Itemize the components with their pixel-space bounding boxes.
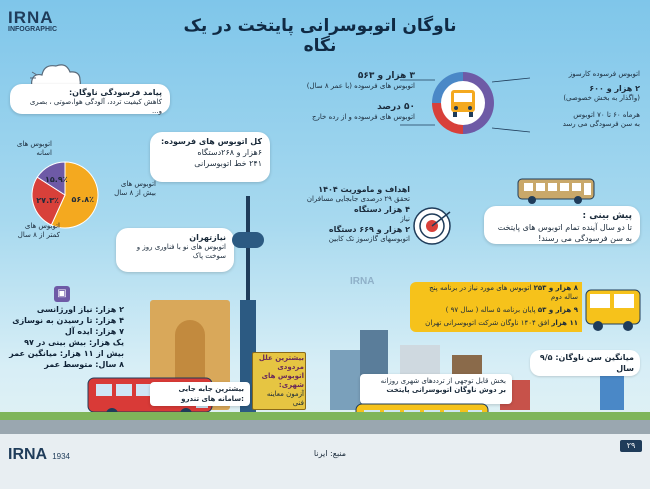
renewal-row-text: پایان برنامه ۵ ساله ( سال ۹۷ ): [445, 306, 536, 314]
quality-title: پیامد فرسودگی ناوگان:: [68, 88, 162, 97]
bus-side-icon: [516, 176, 596, 206]
road: [0, 420, 650, 434]
forecast-text: تا دو سال آینده تمام اتوبوس های پایتخت به سن فرسودگی می رسند!: [497, 223, 632, 243]
needs-text: اتوبوس های نو با فناوری روز و سوخت پاک: [136, 243, 226, 260]
ages-line-3: ۷ هزار: ایده آل: [64, 327, 124, 336]
forecast-bubble: [484, 206, 640, 244]
needs-title: نیازتهران: [189, 233, 226, 242]
fleet-total-bubble: [150, 132, 270, 182]
irna-logo: [8, 8, 70, 33]
stats-right: [510, 70, 640, 129]
pie-legend-right: [98, 180, 156, 198]
ages-line-5: بیش از ۱۱ هزار: میانگین عمر: [9, 349, 124, 358]
goals-line1: تحقق ۲۹ درصدی جابجایی مسافران: [306, 195, 410, 203]
pie-slice-label: ۱۵.۹٪: [45, 175, 68, 185]
rafsanjani-sign-text: [254, 354, 304, 408]
irna-logo-sub: INFOGRAPHIC: [8, 26, 57, 33]
stats-center-b-text: اتوبوس های فرسوده و از رده خارج: [312, 113, 415, 121]
irna-watermark: IRNA: [350, 276, 375, 287]
pie-legend-top: [0, 140, 52, 158]
ages-line-6: ۸ سال: متوسط عمر: [44, 360, 124, 369]
pie-legend-right-l1: اتوبوس های: [120, 180, 156, 188]
needs-bubble: [116, 228, 234, 272]
footer-page-number: ۲۹: [620, 440, 642, 452]
avg-age-label: میانگین سن ناوگان: ۹/۵ سال: [530, 350, 640, 376]
ground: [0, 412, 650, 420]
footer-logo-num: 1934: [52, 452, 70, 461]
pie-slice-label: ۵۶.۸٪: [71, 194, 95, 204]
pie-legend-bottom-l2: کمتر از ۸ سال: [17, 231, 60, 239]
page-title: ناوگان اتوبوسرانی پایتخت در یک نگاه: [183, 16, 457, 56]
renewal-row: [416, 306, 578, 315]
ages-line-2: ۴ هزار: تا رسیدن به نوسازی: [12, 316, 124, 325]
milad-tower-head: [232, 232, 264, 248]
renewal-row: [416, 284, 578, 302]
fleet-total-line1: ۶هزار و ۲۶۸دستگاه: [197, 148, 262, 157]
share-sign: [360, 374, 512, 404]
bus-stop-icon: ▣: [54, 286, 70, 302]
rafsanjani-sign-title: بیشترین علل مردودی اتوبوس های شهری:: [258, 354, 304, 389]
quality-bubble: [10, 84, 170, 114]
target-icon: [412, 206, 452, 246]
max-transport-label: بیشترین جابه جایی :سامانه های تندرو: [150, 382, 250, 406]
renewal-row-text: اتوبوس های مورد نیاز در برنامه پنج ساله دوم: [429, 284, 578, 301]
footer-logo-text: IRNA: [8, 446, 48, 463]
stats-center-a-title: ۳ هزار و ۵۶۳: [357, 71, 415, 81]
quality-text: کاهش کیفیت تردد، آلودگی هوا،صوتی ، بصری و...: [29, 98, 162, 115]
goals-line2: ۴ هزار دستگاه: [354, 205, 410, 214]
goals-line5: اتوبوسهای گازسوز تک کابین: [328, 235, 410, 243]
ages-line-4: یک هزار: بیش بینی در ۹۷: [24, 338, 124, 347]
pie-legend-top-l2: اسانه: [36, 149, 52, 157]
pie-legend-bottom: [2, 222, 60, 240]
stats-center: [265, 70, 415, 122]
stats-right-c-text: هرماه ۶۰ تا ۷۰ اتوبوس: [573, 111, 640, 119]
stats-center-a-text: اتوبوس های فرسوده (با عمر ۸ سال): [306, 82, 415, 90]
pie-legend-bottom-l1: اتوبوس های: [24, 222, 60, 230]
fleet-total-title: کل اتوبوس های فرسوده:: [161, 137, 262, 146]
stats-right-d-text: به سن فرسودگی می رسد: [562, 120, 640, 128]
irna-logo-text: IRNA: [8, 8, 54, 27]
pie-legend-top-l1: اتوبوس های: [16, 140, 52, 148]
rafsanjani-sign-sub: آزمون معاینه فنی: [266, 390, 304, 407]
renewal-row-value: ۸ هزار و ۲۵۳: [533, 284, 578, 292]
goals-title: اهداف و ماموریت ۱۴۰۴: [318, 185, 410, 194]
goals: [270, 184, 410, 244]
footer-logo: [8, 444, 70, 464]
stats-center-b-title: ۵۰ درصد: [377, 102, 415, 112]
pie-legend-right-l2: بیش از ۸ سال: [114, 189, 156, 197]
footer-source: منبع: ایرنا: [313, 449, 347, 458]
fleet-total-line2: ۲۴۱ خط اتوبوسرانی: [194, 159, 262, 168]
forecast-title: پیش بینی :: [582, 211, 632, 221]
ages-line-1: ۲ هزار: نیاز اورژانسی: [36, 305, 124, 314]
stats-right-b-title: ۲ هزار و ۶۰۰: [589, 84, 640, 93]
renewal-row-text: افق ۱۴۰۴ ناوگان شرکت اتوبوسرانی تهران: [425, 319, 550, 327]
goals-line3: نیاز: [400, 215, 410, 223]
renewal-row: [416, 319, 578, 328]
renewal-rows: [416, 284, 578, 328]
share-sign-text2: بر دوش ناوگان اتوبوسرانی پایتخت: [386, 386, 506, 394]
goals-line4: ۲ هزار و ۶۶۹ دستگاه: [328, 225, 410, 234]
share-sign-text1: بخش قابل توجهی از ترددهای شهری روزانه: [380, 377, 506, 385]
footer-bar: [0, 434, 650, 489]
renewal-row-value: ۹ هزار و ۵۳: [537, 306, 578, 314]
stats-right-b-text: (واگذار به بخش خصوصی): [563, 94, 640, 102]
pie-slice-label: ۲۷.۳٪: [36, 196, 59, 206]
stats-right-a-text: اتوبوس فرسوده کارسوز: [568, 70, 640, 78]
age-pie-chart: [30, 160, 100, 230]
renewal-row-value: ۱۱ هزار: [551, 319, 578, 327]
bus-yellow-front-icon: [584, 286, 642, 334]
